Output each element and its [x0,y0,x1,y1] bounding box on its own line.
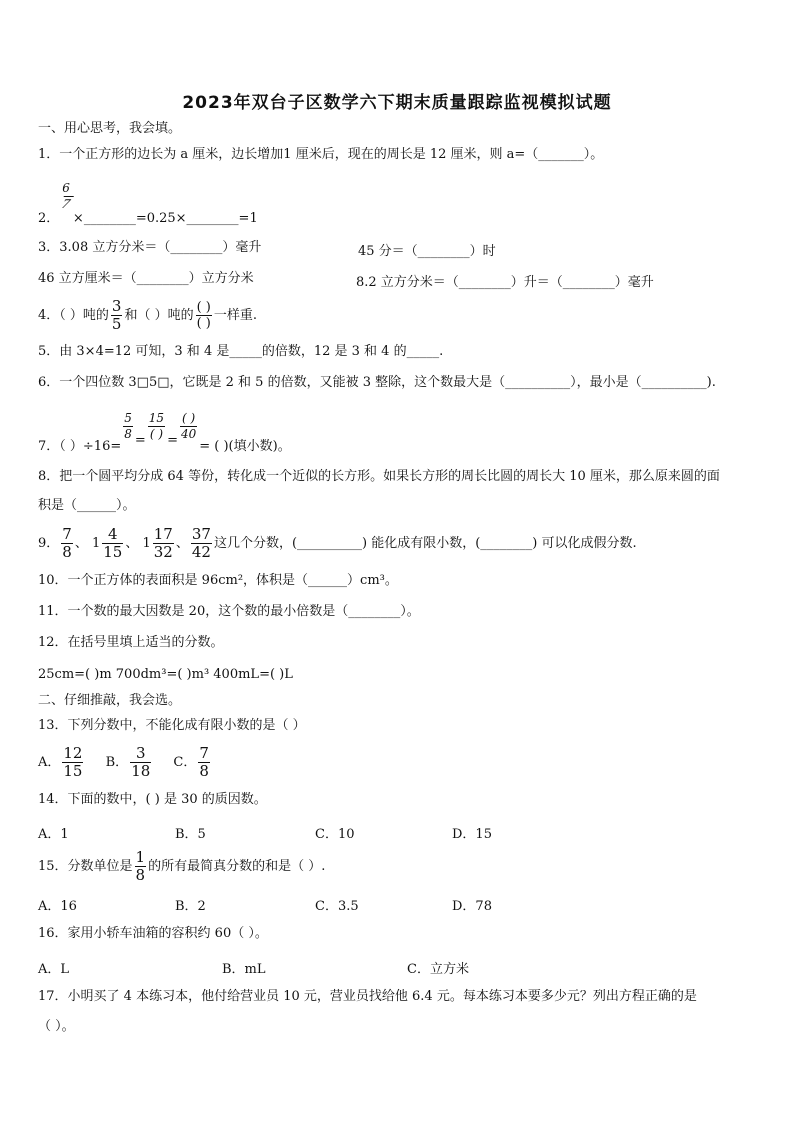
denominator: ( ) [196,316,211,331]
denominator: 8 [135,866,146,884]
question-15-option-d: D．78 [452,899,492,914]
question-8-line-2: 积是（______）。 [38,498,136,513]
question-6: 6．一个四位数 3□5□，它既是 2 和 5 的倍数，又能被 3 整除，这个数最大是（__________），最小是（__________). [38,375,716,390]
equals: = [134,433,146,448]
option-c-label: C． [173,755,197,770]
numerator: 6 [62,181,70,195]
question-3d: 8.2 立方分米＝（________）升＝（________）毫升 [356,275,654,290]
numerator: ( ) [196,300,211,315]
numerator: 12 [63,744,83,762]
denominator: 40 [180,427,197,441]
question-12-blanks: 25cm=( )m 700dm³=( )m³ 400mL=( )L [38,667,293,682]
question-2 [38,181,258,226]
denominator: 8 [199,762,209,780]
separator: 、 1 [125,536,151,551]
question-7 [38,411,291,454]
question-10: 10．一个正方体的表面积是 96cm²，体积是（______）cm³。 [38,573,398,588]
separator: 、 1 [74,536,101,551]
section-1-heading: 一、用心思考，我会填。 [38,121,182,136]
question-1: 1．一个正方形的边长为 a 厘米，边长增加1 厘米后，现在的周长是 12 厘米，则 a=（_______）。 [38,147,604,162]
fraction [191,526,212,561]
question-15-option-a: A．16 [38,899,77,914]
question-14: 14．下面的数中，( ) 是 30 的质因数。 [38,792,267,807]
question-13-options [38,745,212,780]
question-15 [38,849,325,884]
fraction [135,849,147,884]
denominator: ( ) [149,427,164,441]
question-15-option-c: C．3.5 [315,899,359,914]
question-3b: 45 分＝（________）时 [358,244,496,259]
question-4-text-b: 和（ ）吨的 [124,308,194,323]
question-3a: 3．3.08 立方分米＝（________）毫升 [38,240,262,255]
fraction [111,298,123,333]
question-9-text: 这几个分数，(__________) 能化成有限小数，(________) 可以化成假分数. [213,536,637,551]
fraction [61,526,73,561]
numerator: 1 [135,848,146,866]
question-2-text: ×________=0.25×________=1 [72,211,258,226]
page-title: 2023年双台子区数学六下期末质量跟踪监视模拟试题 [182,93,612,113]
question-16-option-a: A．L [38,962,70,977]
denominator: 18 [131,762,151,780]
question-7-text-a: 7．（ ）÷16= [38,439,122,454]
denominator: 42 [191,543,211,561]
question-15-text-b: 的所有最简真分数的和是（ ）. [148,859,326,874]
option-b-fraction [130,745,151,780]
denominator: 8 [124,427,132,441]
question-2-number: 2． [38,211,60,226]
question-5: 5．由 3×4=12 可知，3 和 4 是_____的倍数，12 是 3 和 4 的_____. [38,344,444,359]
denominator: 32 [153,543,173,561]
question-9-number: 9． [38,536,60,551]
denominator: 15 [63,762,83,780]
option-a-label: A． [38,755,61,770]
numerator: 7 [62,525,72,543]
fraction [61,181,71,212]
question-8-line-1: 8．把一个圆平均分成 64 等份，转化成一个近似的长方形。如果长方形的周长比圆的周长大 10 厘米，那么原来圆的面 [38,469,720,484]
question-7-text-b: = ( )(填小数)。 [199,439,291,454]
fraction [148,411,165,442]
question-14-option-a: A．1 [38,827,69,842]
equals: = [167,433,178,448]
question-14-option-d: D．15 [452,827,492,842]
question-14-option-b: B．5 [175,827,206,842]
question-4-text-a: 4．（ ）吨的 [38,308,109,323]
denominator: 8 [62,543,72,561]
fraction [196,300,212,331]
question-4-text-c: 一样重. [213,308,258,323]
numerator: 3 [111,297,122,315]
numerator: 5 [124,411,132,425]
question-14-option-c: C．10 [315,827,355,842]
numerator: 7 [199,744,209,762]
numerator: 3 [130,745,151,763]
denominator: 5 [111,315,122,333]
question-11: 11．一个数的最大因数是 20，这个数的最小倍数是（________）。 [38,604,420,619]
question-16-option-c: C．立方米 [407,962,469,977]
section-2-heading: 二、仔细推敲，我会选。 [38,693,182,708]
fraction [180,411,197,442]
question-17-line-2: （ ）。 [38,1019,75,1034]
question-16-option-b: B．mL [222,962,266,977]
question-16: 16．家用小轿车油箱的容积约 60（ ）。 [38,926,268,941]
fraction [123,411,133,442]
numerator: ( ) [180,411,197,427]
question-13: 13．下列分数中，不能化成有限小数的是（ ） [38,718,306,733]
question-15-text-a: 15．分数单位是 [38,859,133,874]
question-17-line-1: 17．小明买了 4 本练习本，他付给营业员 10 元，营业员找给他 6.4 元。每本练习本要多少元？列出方程正确的是 [38,989,697,1004]
question-12: 12．在括号里填上适当的分数。 [38,635,224,650]
numerator: 4 [102,526,123,544]
option-c-fraction [198,745,210,780]
question-4 [38,298,257,333]
denominator: 7 [59,197,73,211]
numerator: 37 [191,525,211,543]
option-b-label: B． [105,755,129,770]
question-3c: 46 立方厘米＝（________）立方分米 [38,271,254,286]
question-15-option-b: B．2 [175,899,206,914]
option-a-fraction [62,745,83,780]
separator: 、 [175,536,189,551]
numerator: 17 [153,525,173,543]
fraction [153,526,174,561]
denominator: 15 [103,543,123,561]
fraction [102,526,123,561]
question-9 [38,526,637,561]
numerator: 15 [148,411,165,425]
